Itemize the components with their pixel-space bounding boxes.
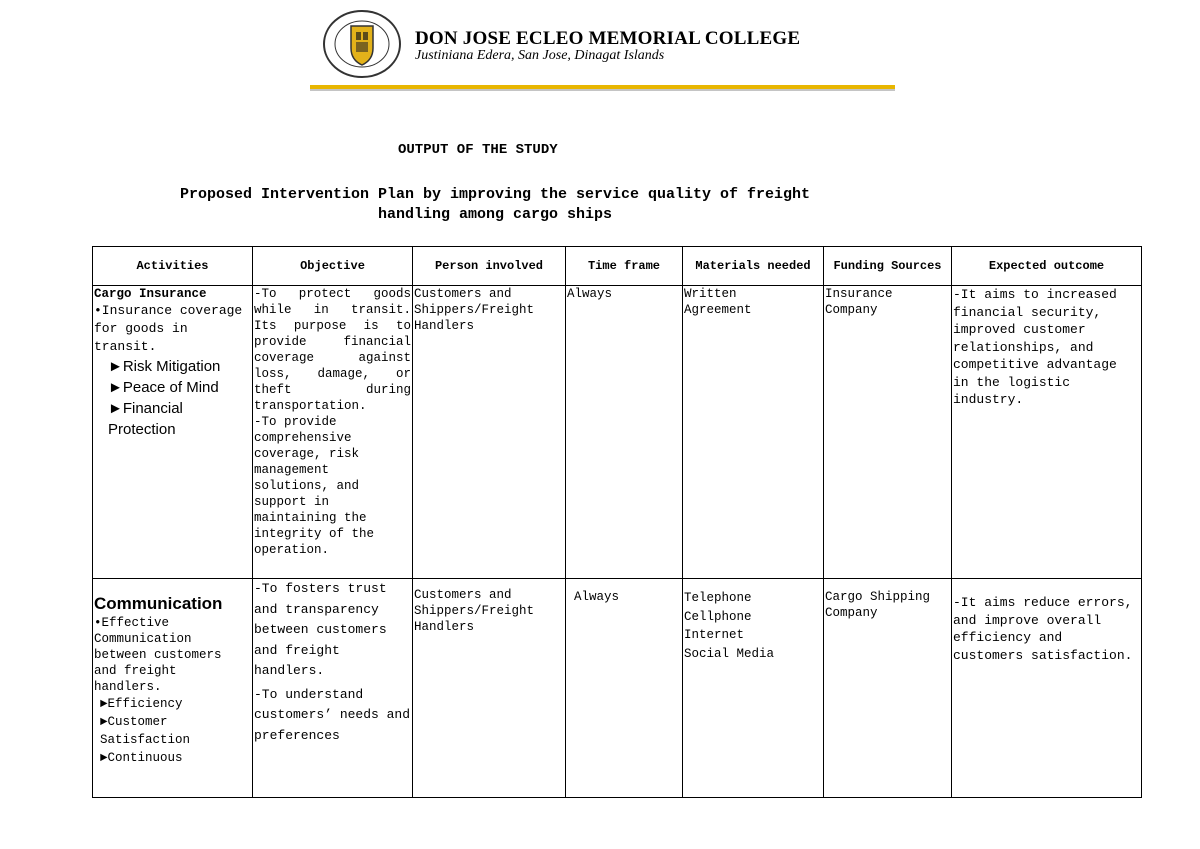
- material-item: Written: [684, 287, 737, 301]
- plan-title-line-1: Proposed Intervention Plan by improving the service quality of freight: [179, 186, 811, 203]
- funding-cell: Cargo Shipping Company: [824, 579, 952, 798]
- activity-sub-item: ►Financial Protection: [108, 400, 183, 438]
- table-header-row: [93, 247, 1142, 286]
- activity-sub-item: ►Continuous: [100, 751, 183, 765]
- activity-sub-item: ►Customer Satisfaction: [100, 715, 191, 747]
- header-objective: Objective: [253, 247, 413, 286]
- objective-text: -To fosters trust and transparency between customers and freight handlers.: [254, 581, 387, 678]
- activity-title: Communication: [94, 594, 223, 613]
- material-item: Internet: [684, 628, 745, 642]
- objective-text: -To provide comprehensive coverage, risk management solutions, and support in maintaining the integrity of the operation.: [254, 415, 375, 557]
- activity-title: Cargo Insurance: [94, 287, 207, 301]
- person-cell: Customers and Shippers/Freight Handlers: [413, 579, 566, 798]
- material-item: Social Media: [684, 646, 775, 661]
- header-divider: [310, 85, 895, 91]
- funding-cell: Insurance Company: [824, 286, 952, 579]
- material-item: Cellphone: [684, 609, 752, 624]
- header-funding-sources: Funding Sources: [824, 247, 952, 286]
- activity-cell: [93, 286, 253, 579]
- table-row: [93, 286, 1142, 579]
- header-person-involved: Person involved: [413, 247, 566, 286]
- outcome-cell: -It aims reduce errors, and improve overall efficiency and customers satisfaction.: [952, 579, 1142, 798]
- header-time-frame: Time frame: [566, 247, 683, 286]
- time-frame-cell: Always: [566, 579, 683, 798]
- objective-cell: [253, 579, 413, 798]
- header-materials-needed: Materials needed: [683, 247, 824, 286]
- plan-title: [100, 185, 890, 225]
- material-item: Telephone: [684, 591, 752, 605]
- material-item: Agreement: [684, 303, 752, 317]
- activity-bullet: •Effective Communication between customers and freight handlers.: [94, 616, 222, 694]
- activity-sub-item: ►Peace of Mind: [108, 379, 219, 396]
- objective-text: -To understand customers’ needs and preferences: [254, 686, 411, 743]
- materials-cell: [683, 286, 824, 579]
- table-row: [93, 579, 1142, 798]
- activity-cell: [93, 579, 253, 798]
- outcome-cell: -It aims to increased financial security, improved customer relationships, and competitive advantage in the logistic industry.: [952, 286, 1142, 579]
- college-name: DON JOSE ECLEO MEMORIAL COLLEGE: [415, 28, 801, 49]
- time-frame-cell: Always: [566, 286, 683, 579]
- plan-title-line-2: handling among cargo ships: [377, 206, 613, 223]
- college-address: Justiniana Edera, San Jose, Dinagat Islands: [415, 48, 665, 63]
- objective-text: -To protect goods while in transit. Its purpose is to provide financial coverage against loss, damage, or theft during transportation.: [254, 287, 411, 413]
- section-title: OUTPUT OF THE STUDY: [398, 142, 558, 158]
- header-expected-outcome: Expected outcome: [952, 247, 1142, 286]
- header-activities: Activities: [93, 247, 253, 286]
- intervention-plan-table: [92, 246, 1142, 798]
- activity-sub-item: ►Efficiency: [100, 697, 183, 711]
- materials-cell: [683, 579, 824, 798]
- objective-cell: [253, 286, 413, 579]
- activity-sub-item: ►Risk Mitigation: [108, 358, 221, 375]
- person-cell: Customers and Shippers/Freight Handlers: [413, 286, 566, 579]
- activity-bullet: •Insurance coverage for goods in transit.: [94, 303, 243, 354]
- college-seal-logo: [322, 10, 402, 78]
